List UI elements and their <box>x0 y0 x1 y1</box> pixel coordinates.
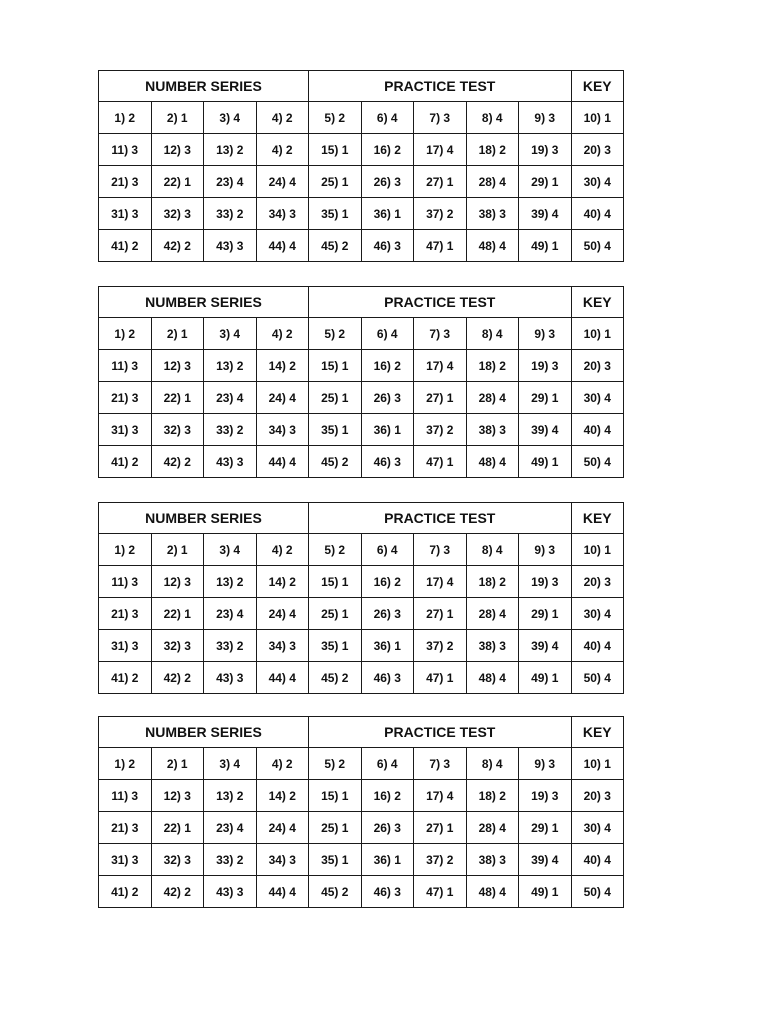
answer-cell: 13) 2 <box>204 350 257 382</box>
header-number-series: NUMBER SERIES <box>99 71 309 102</box>
answer-cell: 16) 2 <box>361 566 414 598</box>
answer-cell: 4) 2 <box>256 102 309 134</box>
answer-cell: 44) 4 <box>256 662 309 694</box>
answer-cell: 31) 3 <box>99 414 152 446</box>
answer-cell: 29) 1 <box>519 598 572 630</box>
answer-cell: 31) 3 <box>99 630 152 662</box>
answer-cell: 36) 1 <box>361 844 414 876</box>
answer-cell: 18) 2 <box>466 780 519 812</box>
table-row <box>99 566 624 598</box>
answer-cell: 50) 4 <box>571 662 624 694</box>
answer-cell: 47) 1 <box>414 876 467 908</box>
answer-cell: 17) 4 <box>414 134 467 166</box>
answer-cell: 37) 2 <box>414 414 467 446</box>
answer-cell: 27) 1 <box>414 812 467 844</box>
answer-cell: 45) 2 <box>309 230 362 262</box>
answer-cell: 42) 2 <box>151 662 204 694</box>
answer-cell: 49) 1 <box>519 230 572 262</box>
answer-cell: 32) 3 <box>151 844 204 876</box>
answer-cell: 3) 4 <box>204 748 257 780</box>
answer-cell: 7) 3 <box>414 534 467 566</box>
answer-cell: 36) 1 <box>361 198 414 230</box>
answer-cell: 15) 1 <box>309 350 362 382</box>
answer-cell: 11) 3 <box>99 566 152 598</box>
answer-cell: 42) 2 <box>151 230 204 262</box>
answer-cell: 44) 4 <box>256 876 309 908</box>
answer-cell: 12) 3 <box>151 566 204 598</box>
table-row <box>99 134 624 166</box>
header-practice-test: PRACTICE TEST <box>309 717 572 748</box>
answer-cell: 42) 2 <box>151 446 204 478</box>
table-row <box>99 382 624 414</box>
answer-cell: 4) 2 <box>256 534 309 566</box>
answer-cell: 1) 2 <box>99 748 152 780</box>
answer-cell: 5) 2 <box>309 534 362 566</box>
header-key: KEY <box>571 287 624 318</box>
answer-cell: 7) 3 <box>414 318 467 350</box>
table-row <box>99 812 624 844</box>
answer-cell: 41) 2 <box>99 662 152 694</box>
answer-cell: 6) 4 <box>361 534 414 566</box>
answer-cell: 43) 3 <box>204 662 257 694</box>
header-practice-test: PRACTICE TEST <box>309 71 572 102</box>
answer-cell: 33) 2 <box>204 414 257 446</box>
answer-cell: 37) 2 <box>414 630 467 662</box>
answer-cell: 48) 4 <box>466 230 519 262</box>
answer-cell: 46) 3 <box>361 876 414 908</box>
answer-cell: 2) 1 <box>151 534 204 566</box>
answer-cell: 37) 2 <box>414 844 467 876</box>
answer-cell: 39) 4 <box>519 630 572 662</box>
answer-cell: 25) 1 <box>309 382 362 414</box>
answer-cell: 26) 3 <box>361 598 414 630</box>
answer-cell: 36) 1 <box>361 630 414 662</box>
answer-cell: 24) 4 <box>256 598 309 630</box>
answer-cell: 14) 2 <box>256 780 309 812</box>
answer-cell: 31) 3 <box>99 844 152 876</box>
answer-cell: 12) 3 <box>151 350 204 382</box>
answer-cell: 25) 1 <box>309 812 362 844</box>
answer-cell: 22) 1 <box>151 812 204 844</box>
answer-cell: 33) 2 <box>204 198 257 230</box>
table-row <box>99 414 624 446</box>
table-row <box>99 780 624 812</box>
answer-cell: 25) 1 <box>309 598 362 630</box>
answer-cell: 48) 4 <box>466 662 519 694</box>
answer-cell: 23) 4 <box>204 382 257 414</box>
answer-cell: 8) 4 <box>466 318 519 350</box>
answer-cell: 20) 3 <box>571 780 624 812</box>
answer-cell: 35) 1 <box>309 844 362 876</box>
answer-cell: 14) 2 <box>256 566 309 598</box>
answer-cell: 19) 3 <box>519 780 572 812</box>
answer-cell: 10) 1 <box>571 534 624 566</box>
answer-cell: 19) 3 <box>519 566 572 598</box>
answer-cell: 22) 1 <box>151 382 204 414</box>
answer-cell: 3) 4 <box>204 534 257 566</box>
answer-cell: 45) 2 <box>309 446 362 478</box>
answer-cell: 39) 4 <box>519 414 572 446</box>
answer-cell: 29) 1 <box>519 166 572 198</box>
answer-cell: 35) 1 <box>309 414 362 446</box>
answer-cell: 3) 4 <box>204 318 257 350</box>
header-key: KEY <box>571 71 624 102</box>
answer-cell: 16) 2 <box>361 780 414 812</box>
answer-cell: 26) 3 <box>361 382 414 414</box>
answer-cell: 29) 1 <box>519 382 572 414</box>
answer-cell: 38) 3 <box>466 844 519 876</box>
answer-cell: 43) 3 <box>204 876 257 908</box>
answer-cell: 23) 4 <box>204 598 257 630</box>
answer-cell: 8) 4 <box>466 534 519 566</box>
answer-cell: 20) 3 <box>571 566 624 598</box>
answer-cell: 45) 2 <box>309 662 362 694</box>
answer-cell: 26) 3 <box>361 166 414 198</box>
answer-cell: 18) 2 <box>466 566 519 598</box>
table-header-row <box>99 503 624 534</box>
answer-cell: 21) 3 <box>99 812 152 844</box>
answer-cell: 6) 4 <box>361 318 414 350</box>
answer-cell: 8) 4 <box>466 102 519 134</box>
answer-cell: 37) 2 <box>414 198 467 230</box>
answer-cell: 10) 1 <box>571 748 624 780</box>
answer-cell: 44) 4 <box>256 446 309 478</box>
table-row <box>99 662 624 694</box>
answer-cell: 21) 3 <box>99 598 152 630</box>
answer-cell: 50) 4 <box>571 446 624 478</box>
answer-cell: 22) 1 <box>151 166 204 198</box>
answer-cell: 17) 4 <box>414 780 467 812</box>
answer-cell: 22) 1 <box>151 598 204 630</box>
answer-cell: 2) 1 <box>151 318 204 350</box>
answer-cell: 34) 3 <box>256 844 309 876</box>
answer-cell: 10) 1 <box>571 318 624 350</box>
answer-cell: 12) 3 <box>151 134 204 166</box>
header-key: KEY <box>571 503 624 534</box>
answer-cell: 28) 4 <box>466 166 519 198</box>
answer-cell: 49) 1 <box>519 662 572 694</box>
answer-cell: 2) 1 <box>151 748 204 780</box>
answer-cell: 46) 3 <box>361 446 414 478</box>
table-row <box>99 198 624 230</box>
answer-cell: 35) 1 <box>309 630 362 662</box>
answer-cell: 15) 1 <box>309 134 362 166</box>
answer-cell: 18) 2 <box>466 134 519 166</box>
answer-cell: 28) 4 <box>466 598 519 630</box>
answer-cell: 26) 3 <box>361 812 414 844</box>
answer-cell: 24) 4 <box>256 166 309 198</box>
answer-cell: 49) 1 <box>519 446 572 478</box>
answer-cell: 11) 3 <box>99 780 152 812</box>
answer-cell: 41) 2 <box>99 230 152 262</box>
answer-cell: 4) 2 <box>256 134 309 166</box>
answer-cell: 27) 1 <box>414 598 467 630</box>
answer-cell: 3) 4 <box>204 102 257 134</box>
answer-cell: 7) 3 <box>414 748 467 780</box>
header-number-series: NUMBER SERIES <box>99 717 309 748</box>
answer-cell: 43) 3 <box>204 446 257 478</box>
answer-cell: 19) 3 <box>519 350 572 382</box>
answer-key-table-2 <box>98 286 624 478</box>
answer-cell: 34) 3 <box>256 630 309 662</box>
answer-cell: 7) 3 <box>414 102 467 134</box>
answer-cell: 47) 1 <box>414 230 467 262</box>
table-row <box>99 748 624 780</box>
answer-cell: 10) 1 <box>571 102 624 134</box>
answer-cell: 20) 3 <box>571 350 624 382</box>
answer-cell: 34) 3 <box>256 198 309 230</box>
answer-cell: 5) 2 <box>309 748 362 780</box>
answer-cell: 40) 4 <box>571 844 624 876</box>
header-practice-test: PRACTICE TEST <box>309 503 572 534</box>
table-row <box>99 876 624 908</box>
answer-cell: 38) 3 <box>466 198 519 230</box>
answer-cell: 14) 2 <box>256 350 309 382</box>
answer-cell: 4) 2 <box>256 748 309 780</box>
answer-cell: 21) 3 <box>99 382 152 414</box>
answer-cell: 39) 4 <box>519 844 572 876</box>
header-number-series: NUMBER SERIES <box>99 287 309 318</box>
header-number-series: NUMBER SERIES <box>99 503 309 534</box>
answer-cell: 9) 3 <box>519 318 572 350</box>
table-row <box>99 102 624 134</box>
answer-cell: 38) 3 <box>466 414 519 446</box>
header-practice-test: PRACTICE TEST <box>309 287 572 318</box>
answer-cell: 31) 3 <box>99 198 152 230</box>
answer-cell: 47) 1 <box>414 446 467 478</box>
answer-cell: 29) 1 <box>519 812 572 844</box>
table-row <box>99 166 624 198</box>
answer-cell: 46) 3 <box>361 230 414 262</box>
table-row <box>99 446 624 478</box>
answer-cell: 12) 3 <box>151 780 204 812</box>
answer-cell: 17) 4 <box>414 566 467 598</box>
answer-cell: 25) 1 <box>309 166 362 198</box>
answer-cell: 17) 4 <box>414 350 467 382</box>
answer-cell: 6) 4 <box>361 102 414 134</box>
answer-cell: 5) 2 <box>309 318 362 350</box>
table-row <box>99 534 624 566</box>
table-row <box>99 350 624 382</box>
answer-cell: 6) 4 <box>361 748 414 780</box>
answer-cell: 32) 3 <box>151 630 204 662</box>
answer-cell: 40) 4 <box>571 630 624 662</box>
answer-cell: 4) 2 <box>256 318 309 350</box>
answer-cell: 9) 3 <box>519 102 572 134</box>
answer-cell: 21) 3 <box>99 166 152 198</box>
table-header-row <box>99 287 624 318</box>
answer-cell: 16) 2 <box>361 350 414 382</box>
answer-cell: 16) 2 <box>361 134 414 166</box>
answer-key-table-4 <box>98 716 624 908</box>
answer-cell: 23) 4 <box>204 812 257 844</box>
table-header-row <box>99 71 624 102</box>
answer-cell: 19) 3 <box>519 134 572 166</box>
answer-cell: 15) 1 <box>309 780 362 812</box>
table-row <box>99 230 624 262</box>
answer-cell: 30) 4 <box>571 166 624 198</box>
answer-cell: 48) 4 <box>466 876 519 908</box>
answer-cell: 24) 4 <box>256 382 309 414</box>
answer-cell: 28) 4 <box>466 812 519 844</box>
answer-cell: 35) 1 <box>309 198 362 230</box>
answer-cell: 23) 4 <box>204 166 257 198</box>
table-row <box>99 630 624 662</box>
answer-cell: 34) 3 <box>256 414 309 446</box>
answer-cell: 9) 3 <box>519 534 572 566</box>
answer-cell: 50) 4 <box>571 230 624 262</box>
answer-cell: 38) 3 <box>466 630 519 662</box>
answer-cell: 49) 1 <box>519 876 572 908</box>
answer-cell: 13) 2 <box>204 780 257 812</box>
answer-cell: 30) 4 <box>571 598 624 630</box>
answer-cell: 2) 1 <box>151 102 204 134</box>
answer-cell: 42) 2 <box>151 876 204 908</box>
table-row <box>99 844 624 876</box>
answer-cell: 1) 2 <box>99 318 152 350</box>
answer-cell: 45) 2 <box>309 876 362 908</box>
answer-cell: 27) 1 <box>414 166 467 198</box>
answer-cell: 1) 2 <box>99 534 152 566</box>
answer-cell: 47) 1 <box>414 662 467 694</box>
answer-cell: 32) 3 <box>151 414 204 446</box>
answer-cell: 1) 2 <box>99 102 152 134</box>
answer-cell: 30) 4 <box>571 812 624 844</box>
answer-cell: 33) 2 <box>204 630 257 662</box>
answer-key-table-1 <box>98 70 624 262</box>
answer-cell: 15) 1 <box>309 566 362 598</box>
answer-cell: 41) 2 <box>99 446 152 478</box>
answer-cell: 44) 4 <box>256 230 309 262</box>
answer-cell: 5) 2 <box>309 102 362 134</box>
answer-cell: 50) 4 <box>571 876 624 908</box>
table-row <box>99 318 624 350</box>
answer-cell: 24) 4 <box>256 812 309 844</box>
table-header-row <box>99 717 624 748</box>
answer-cell: 39) 4 <box>519 198 572 230</box>
answer-cell: 48) 4 <box>466 446 519 478</box>
answer-cell: 46) 3 <box>361 662 414 694</box>
header-key: KEY <box>571 717 624 748</box>
answer-cell: 32) 3 <box>151 198 204 230</box>
answer-cell: 9) 3 <box>519 748 572 780</box>
answer-cell: 40) 4 <box>571 414 624 446</box>
answer-cell: 27) 1 <box>414 382 467 414</box>
answer-cell: 20) 3 <box>571 134 624 166</box>
answer-cell: 13) 2 <box>204 134 257 166</box>
answer-cell: 11) 3 <box>99 350 152 382</box>
answer-cell: 36) 1 <box>361 414 414 446</box>
answer-cell: 40) 4 <box>571 198 624 230</box>
answer-cell: 30) 4 <box>571 382 624 414</box>
answer-cell: 43) 3 <box>204 230 257 262</box>
answer-key-table-3 <box>98 502 624 694</box>
answer-cell: 18) 2 <box>466 350 519 382</box>
answer-cell: 13) 2 <box>204 566 257 598</box>
answer-cell: 33) 2 <box>204 844 257 876</box>
answer-cell: 11) 3 <box>99 134 152 166</box>
answer-cell: 8) 4 <box>466 748 519 780</box>
answer-cell: 28) 4 <box>466 382 519 414</box>
table-row <box>99 598 624 630</box>
answer-cell: 41) 2 <box>99 876 152 908</box>
